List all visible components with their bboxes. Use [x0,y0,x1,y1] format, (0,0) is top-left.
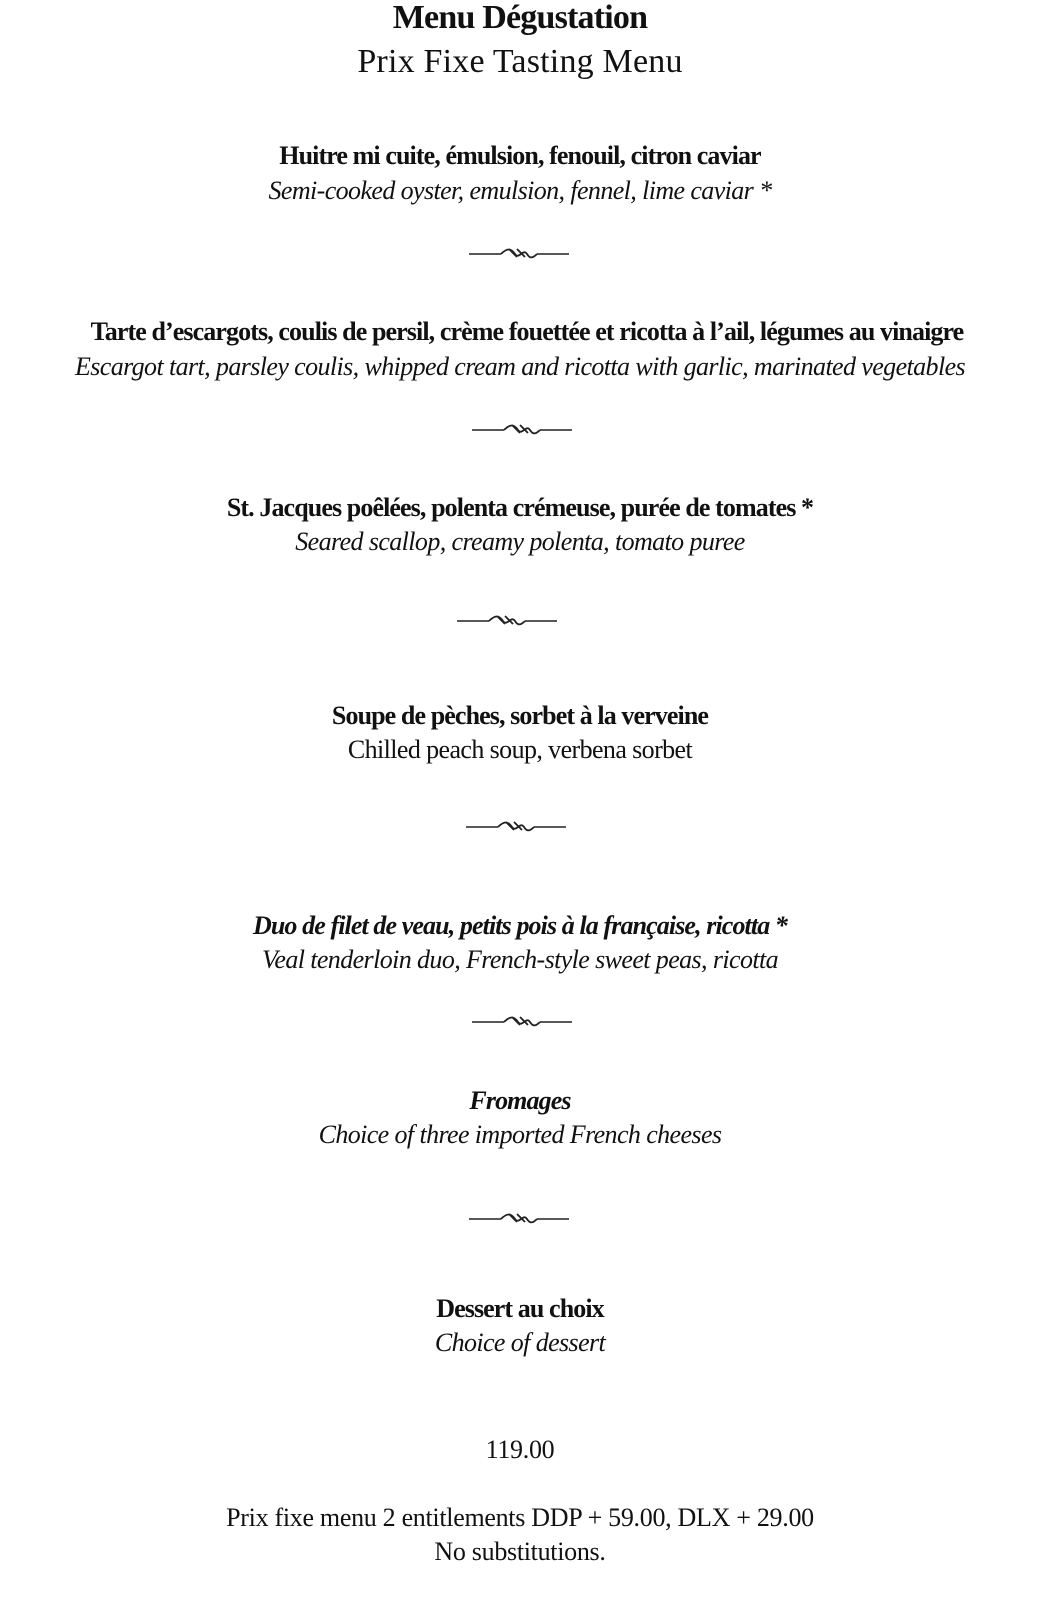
course-2-french: Tarte d’escargots, coulis de persil, crème fouettée et ricotta à l’ail, légumes au vinaigre [90,317,964,346]
ornament-divider-icon [467,1210,571,1226]
course-1-french: Huitre mi cuite, émulsion, fenouil, citron caviar [279,141,761,170]
substitutions-note: No substitutions. [434,1537,606,1566]
course-3-english: Seared scallop, creamy polenta, tomato puree [295,527,745,556]
ornament-divider-icon [470,1013,574,1029]
menu-title: Menu Dégustation [392,0,648,36]
course-2-english: Escargot tart, parsley coulis, whipped cream and ricotta with garlic, marinated vegetables [74,352,966,381]
course-6-french: Fromages [469,1086,571,1115]
course-7-english: Choice of dessert [434,1328,606,1357]
ornament-divider-icon [464,818,568,834]
course-4-english: Chilled peach soup, verbena sorbet [347,735,693,764]
menu-subtitle: Prix Fixe Tasting Menu [357,43,683,80]
menu-price: 119.00 [485,1435,555,1464]
course-5-french: Duo de filet de veau, petits pois à la française, ricotta * [252,911,787,940]
course-4-french: Soupe de pèches, sorbet à la verveine [331,701,709,730]
ornament-divider-icon [470,421,574,437]
ornament-divider-icon [467,245,571,261]
entitlements-note: Prix fixe menu 2 entitlements DDP + 59.00, DLX + 29.00 [226,1503,814,1532]
ornament-divider-icon [455,612,559,628]
course-1-english: Semi-cooked oyster, emulsion, fennel, lime caviar * [268,176,772,205]
course-7-french: Dessert au choix [436,1294,604,1323]
course-3-french: St. Jacques poêlées, polenta crémeuse, purée de tomates * [226,493,814,522]
course-5-english: Veal tenderloin duo, French-style sweet peas, ricotta [261,945,778,974]
course-6-english: Choice of three imported French cheeses [318,1120,722,1149]
